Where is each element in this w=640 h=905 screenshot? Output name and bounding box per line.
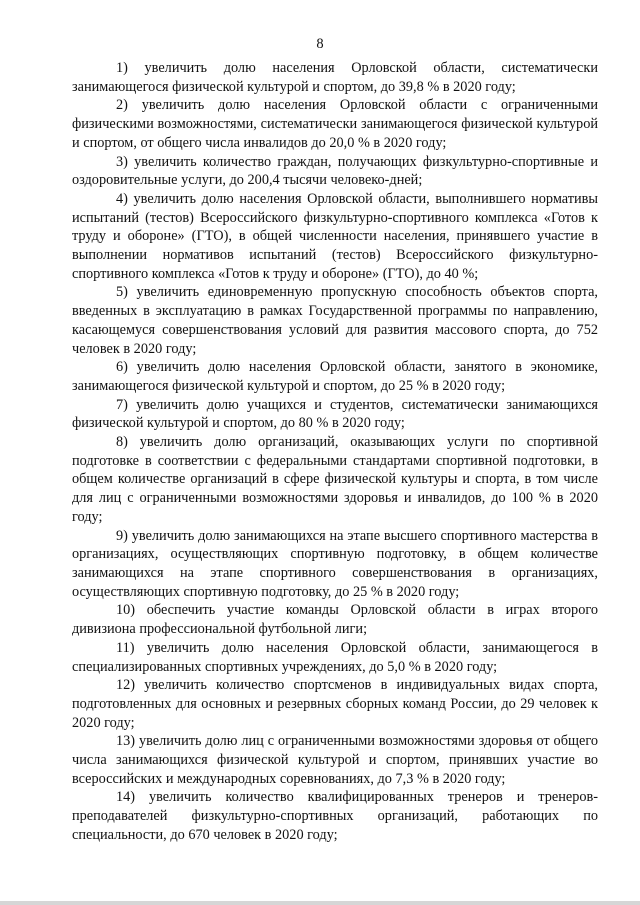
list-item-9: 9) увеличить долю занимающихся на этапе высшего спортивного мастерства в организациях, осуществляющих спортивную подготовку, в общем количестве занимающихся на этапе спортивного совершенствования в организациях, осуществляющих спортивную подготовку, до 25 % в 2020 году; bbox=[72, 527, 598, 600]
list-item-8: 8) увеличить долю организаций, оказывающих услуги по спортивной подготовке в соответствии с федеральными стандартами спортивной подготовки, в общем количестве организаций в сфере физической культуры и спорта, в том числе для лиц с ограниченными возможностями здоровья и инвалидов, до 100 % в 2020 году; bbox=[72, 434, 598, 525]
list-item-2: 2) увеличить долю населения Орловской области с ограниченными физическими возможностями, систематически занимающегося физической культурой и спортом, от общего числа инвалидов до 20,0 % в 2020 году; bbox=[72, 97, 598, 151]
list-item-10: 10) обеспечить участие команды Орловской области в играх второго дивизиона профессиональной футбольной лиги; bbox=[72, 602, 598, 638]
scan-edge-divider bbox=[0, 901, 640, 905]
list-item-6: 6) увеличить долю населения Орловской области, занятого в экономике, занимающегося физической культурой и спортом, до 25 % в 2020 году; bbox=[72, 359, 598, 394]
list-item-1: 1) увеличить долю населения Орловской области, систематически занимающегося физической культурой и спортом, до 39,8 % в 2020 году; bbox=[72, 60, 598, 95]
page-number: 8 bbox=[316, 36, 324, 52]
list-item-14: 14) увеличить количество квалифицированных тренеров и тренеров-преподавателей физкультурно-спортивных организаций, работающих по специальности, до 670 человек в 2020 году; bbox=[72, 789, 598, 843]
list-item-11: 11) увеличить долю населения Орловской области, занимающегося в специализированных спортивных учреждениях, до 5,0 % в 2020 году; bbox=[72, 639, 598, 675]
list-item-7: 7) увеличить долю учащихся и студентов, систематически занимающихся физической культурой и спортом, до 80 % в 2020 году; bbox=[72, 396, 598, 432]
list-item-13: 13) увеличить долю лиц с ограниченными возможностями здоровья от общего числа занимающихся физической культурой и спортом, принявших участие во всероссийских и международных соревнованиях, до 7,3 % в 2020 году; bbox=[72, 733, 598, 787]
list-item-12: 12) увеличить количество спортсменов в индивидуальных видах спорта, подготовленных для основных и резервных сборных команд России, до 29 человек к 2020 году; bbox=[72, 677, 598, 731]
list-item-5: 5) увеличить единовременную пропускную способность объектов спорта, введенных в эксплуатацию в рамках Государственной программы по направлению, касающемуся совершенствования условий для развития массового спорта, до 752 человек в 2020 году; bbox=[72, 284, 598, 357]
list-item-3: 3) увеличить количество граждан, получающих физкультурно-спортивные и оздоровительные услуги, до 200,4 тысячи человеко-дней; bbox=[72, 153, 598, 189]
list-item-4: 4) увеличить долю населения Орловской области, выполнившего нормативы испытаний (тестов) Всероссийского физкультурно-спортивного комплекса «Готов к труду и обороне» (ГТО), в общей численности населения, принявшего участие в выполнении нормативов испытаний (тестов) Всероссийского физкультурно-спортивного комплекса «Готов к труду и обороне» (ГТО), до 40 %; bbox=[72, 190, 598, 282]
document-body bbox=[72, 59, 598, 845]
